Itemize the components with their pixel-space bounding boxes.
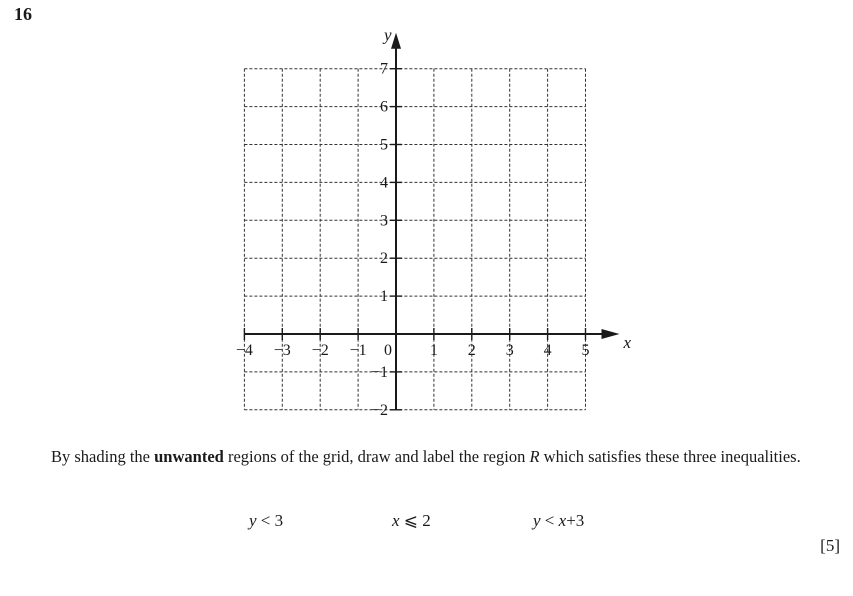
x-tick-label: −2 [311,342,329,359]
region-name: R [529,447,540,466]
x-tick-label: −3 [273,342,291,359]
inequality-1 [249,511,283,531]
tick-marks [244,69,585,410]
inequality-1-rhs: 3 [274,511,284,530]
inequality-2-op: ⩽ [403,511,419,530]
y-tick-label: 4 [380,174,388,192]
tick-labels [236,61,590,419]
instruction-part1: By shading the [51,447,155,466]
y-tick-label: 6 [380,98,388,116]
y-axis-label: y [384,25,392,45]
y-tick-label: −2 [370,401,388,419]
y-tick-label: 5 [380,136,388,154]
x-tick-label: −4 [235,342,253,359]
y-tick-label: 1 [380,288,388,306]
question-number: 16 [14,4,32,24]
y-tick-label: 3 [380,212,388,230]
inequality-3 [533,511,584,531]
inequality-3-rhs-extra: +3 [566,511,585,530]
x-axis-label: x [623,333,632,352]
inequality-1-lhs: y [249,511,257,530]
instruction-bold-word: unwanted [154,447,224,466]
instruction-part3: which satisfies these three inequalities. [539,447,801,466]
x-tick-label: 2 [467,342,476,359]
inequality-1-op: < [260,511,271,530]
inequality-3-lhs: y [533,511,541,530]
x-tick-label: 4 [543,342,552,359]
x-axis-arrow-icon [602,329,620,339]
y-tick-label: 7 [380,60,388,78]
inequality-2-lhs: x [392,511,400,530]
inequality-3-op: < [544,511,555,530]
y-axis-arrow-icon [391,33,401,49]
x-tick-label: 3 [505,342,514,359]
inequality-3-rhs: x [558,511,567,530]
x-tick-label: 5 [581,342,590,359]
grid-lines [244,69,585,410]
y-tick-label: −1 [370,363,388,381]
instruction-text [51,446,840,468]
inequality-2 [392,511,431,531]
x-tick-label: 1 [429,342,438,359]
marks-allocation: [5] [820,536,840,555]
x-tick-label: −1 [349,342,367,359]
y-tick-label: 2 [380,250,388,268]
x-tick-label: 0 [384,342,392,359]
instruction-part2: regions of the grid, draw and label the region [223,447,530,466]
inequality-2-rhs: 2 [422,511,431,530]
